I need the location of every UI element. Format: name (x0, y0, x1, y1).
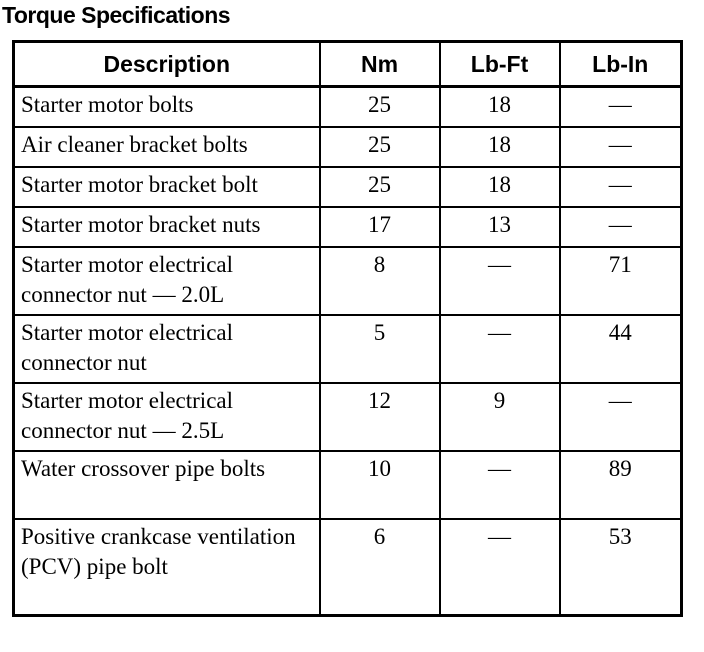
description-cell: Starter motor electrical connector nut — 2.0L (14, 247, 320, 315)
description-cell: Starter motor electrical connector nut (14, 315, 320, 383)
lbft-cell: 9 (440, 383, 560, 451)
column-header-lbft: Lb-Ft (440, 42, 560, 87)
table-header-row (14, 42, 682, 87)
lbin-cell: — (560, 87, 682, 128)
column-header-lbin: Lb-In (560, 42, 682, 87)
lbft-cell: 18 (440, 87, 560, 128)
description-cell: Positive crankcase ventilation (PCV) pipe bolt (14, 519, 320, 616)
description-cell: Starter motor bolts (14, 87, 320, 128)
nm-cell: 12 (320, 383, 440, 451)
lbft-cell: — (440, 247, 560, 315)
nm-cell: 25 (320, 127, 440, 167)
nm-cell: 5 (320, 315, 440, 383)
nm-cell: 17 (320, 207, 440, 247)
column-header-description: Description (14, 42, 320, 87)
lbft-cell: 18 (440, 167, 560, 207)
lbin-cell: 71 (560, 247, 682, 315)
torque-spec-table (12, 40, 683, 617)
description-cell: Water crossover pipe bolts (14, 451, 320, 519)
nm-cell: 25 (320, 167, 440, 207)
lbft-cell: — (440, 451, 560, 519)
table-row (14, 383, 682, 451)
description-cell: Starter motor electrical connector nut — 2.5L (14, 383, 320, 451)
description-cell: Starter motor bracket nuts (14, 207, 320, 247)
lbft-cell: — (440, 519, 560, 616)
table-row (14, 127, 682, 167)
nm-cell: 10 (320, 451, 440, 519)
lbin-cell: 44 (560, 315, 682, 383)
lbin-cell: — (560, 207, 682, 247)
description-cell: Air cleaner bracket bolts (14, 127, 320, 167)
column-header-nm: Nm (320, 42, 440, 87)
page-title: Torque Specifications (2, 2, 231, 28)
lbin-cell: — (560, 127, 682, 167)
table-row (14, 167, 682, 207)
lbft-cell: 13 (440, 207, 560, 247)
lbin-cell: — (560, 383, 682, 451)
nm-cell: 6 (320, 519, 440, 616)
lbin-cell: 53 (560, 519, 682, 616)
lbin-cell: 89 (560, 451, 682, 519)
lbin-cell: — (560, 167, 682, 207)
table-row (14, 207, 682, 247)
nm-cell: 25 (320, 87, 440, 128)
lbft-cell: — (440, 315, 560, 383)
description-cell: Starter motor bracket bolt (14, 167, 320, 207)
table-row (14, 451, 682, 519)
table-row (14, 247, 682, 315)
lbft-cell: 18 (440, 127, 560, 167)
table-row (14, 87, 682, 128)
table-row (14, 315, 682, 383)
table-row (14, 519, 682, 616)
nm-cell: 8 (320, 247, 440, 315)
